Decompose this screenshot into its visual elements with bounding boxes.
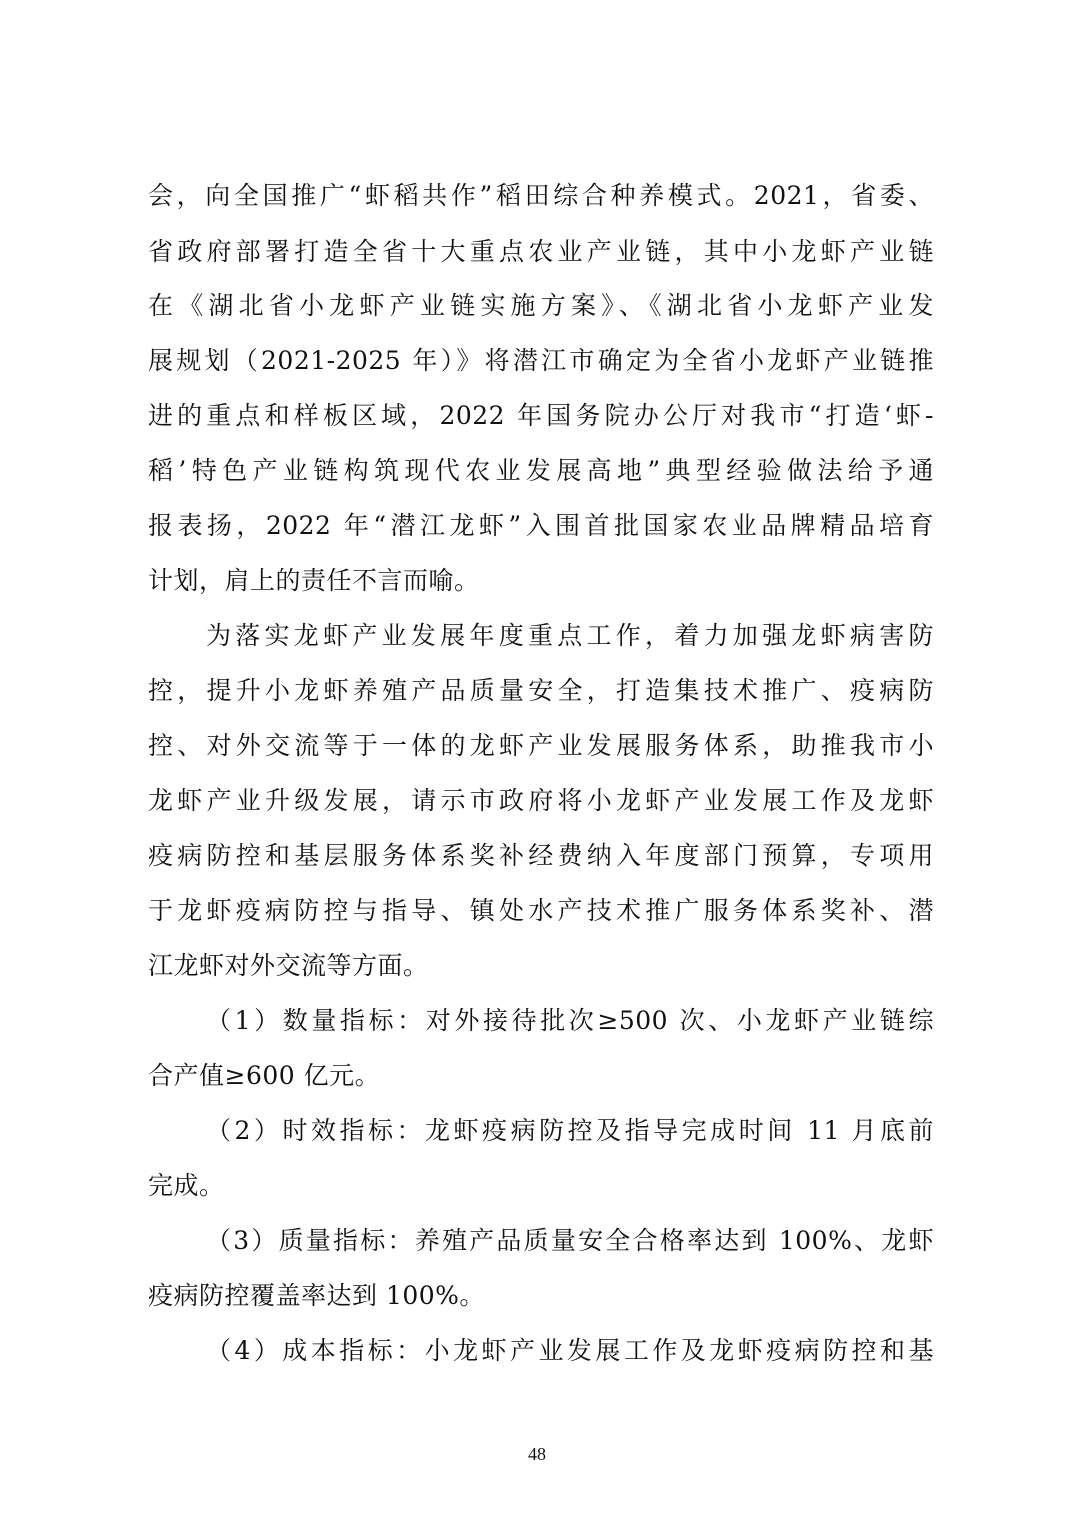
paragraph-1-line-1: 会，向全国推广“虾稻共作”稻田综合种养模式。2021，省委、 (148, 181, 934, 210)
quantity-indicator-line-1: （1）数量指标：对外接待批次≥500 次、小龙虾产业链综 (206, 1006, 934, 1035)
paragraph-2-line-5: 疫病防控和基层服务体系奖补经费纳入年度部门预算，专项用 (148, 841, 934, 870)
paragraph-2-line-2: 控，提升小龙虾养殖产品质量安全，打造集技术推广、疫病防 (148, 676, 934, 705)
paragraph-2-line-3: 控、对外交流等于一体的龙虾产业发展服务体系，助推我市小 (148, 731, 934, 760)
paragraph-1-line-8: 计划，肩上的责任不言而喻。 (148, 566, 480, 595)
page-number: 48 (528, 1444, 546, 1464)
timeliness-indicator-line-2: 完成。 (148, 1171, 225, 1200)
quality-indicator-line-1: （3）质量指标：养殖产品质量安全合格率达到 100%、龙虾 (206, 1226, 934, 1255)
paragraph-1-line-3: 在《湖北省小龙虾产业链实施方案》、《湖北省小龙虾产业发 (148, 291, 934, 320)
paragraph-1-line-7: 报表扬，2022 年“潜江龙虾”入围首批国家农业品牌精品培育 (148, 511, 934, 540)
paragraph-1-line-6: 稻’特色产业链构筑现代农业发展高地”典型经验做法给予通 (148, 456, 934, 485)
quantity-indicator-line-2: 合产值≥600 亿元。 (148, 1061, 381, 1090)
paragraph-2-line-6: 于龙虾疫病防控与指导、镇处水产技术推广服务体系奖补、潜 (148, 896, 934, 925)
paragraph-2-line-7: 江龙虾对外交流等方面。 (148, 951, 429, 980)
paragraph-1-line-2: 省政府部署打造全省十大重点农业产业链，其中小龙虾产业链 (148, 237, 934, 266)
timeliness-indicator-line-1: （2）时效指标：龙虾疫病防控及指导完成时间 11 月底前 (206, 1116, 934, 1145)
cost-indicator-line-1: （4）成本指标：小龙虾产业发展工作及龙虾疫病防控和基 (206, 1336, 934, 1365)
paragraph-1-line-4: 展规划（2021-2025 年）》将潜江市确定为全省小龙虾产业链推 (148, 346, 934, 375)
paragraph-2-line-1: 为落实龙虾产业发展年度重点工作，着力加强龙虾病害防 (206, 621, 934, 650)
paragraph-2-line-4: 龙虾产业升级发展，请示市政府将小龙虾产业发展工作及龙虾 (148, 786, 934, 815)
paragraph-1-line-5: 进的重点和样板区域，2022 年国务院办公厅对我市“打造‘虾- (148, 401, 934, 430)
quality-indicator-line-2: 疫病防控覆盖率达到 100%。 (148, 1281, 485, 1310)
